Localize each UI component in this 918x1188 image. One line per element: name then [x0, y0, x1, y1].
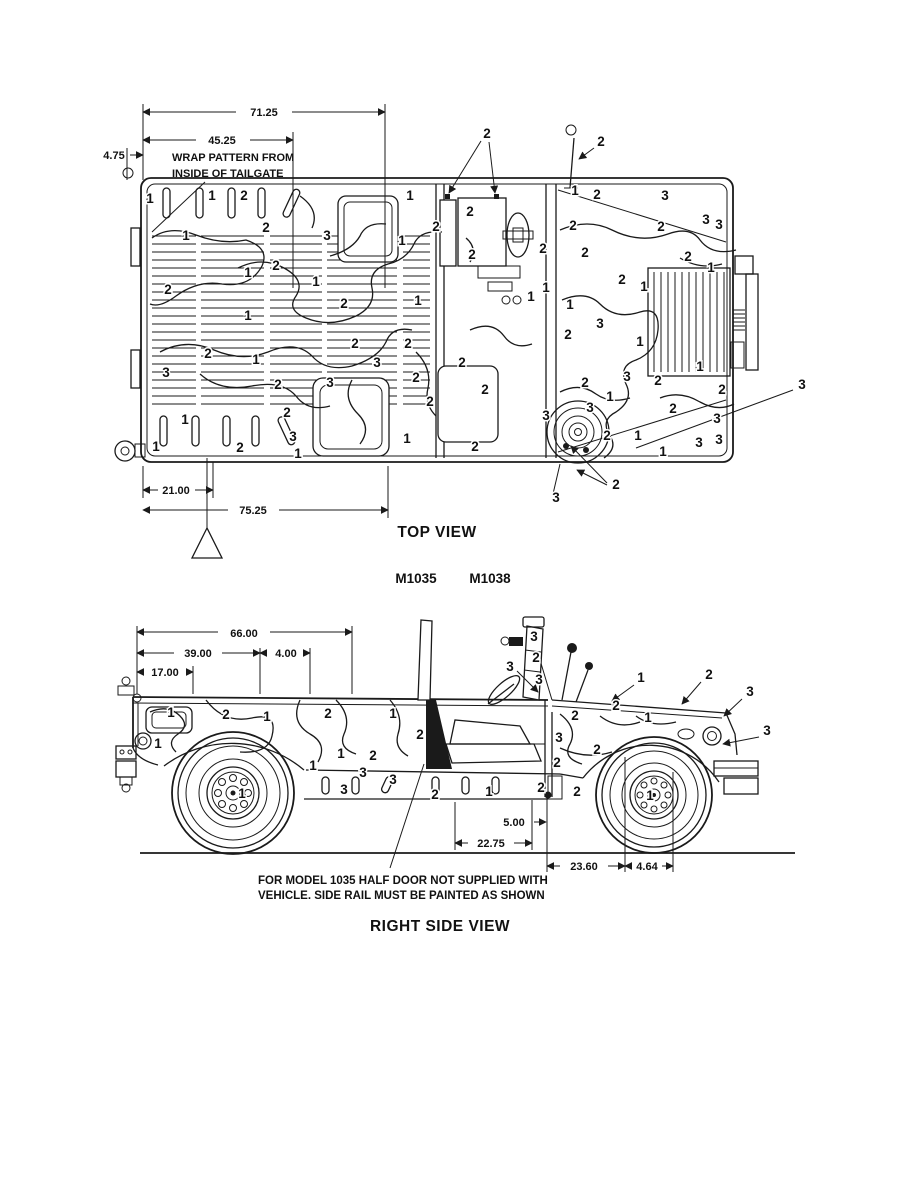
- dimension-label: 75.25: [239, 505, 267, 517]
- side-rail-slots: [322, 775, 499, 794]
- camo-region-label: 2: [272, 258, 280, 273]
- camo-region-label: 2: [553, 755, 561, 770]
- camo-region-label: 3: [289, 429, 297, 444]
- camo-region-label: 2: [458, 355, 466, 370]
- dimension-label: 4.00: [275, 648, 297, 660]
- camo-region-label: 2: [581, 245, 589, 260]
- camo-region-label: 2: [593, 742, 601, 757]
- camo-region-label: 2: [569, 218, 577, 233]
- camo-region-label: 2: [471, 439, 479, 454]
- camo-region-label: 2: [340, 296, 348, 311]
- camo-region-label: 2: [669, 401, 677, 416]
- camo-region-label: 1: [309, 758, 317, 773]
- wrap-note-line1: WRAP PATTERN FROM: [172, 152, 295, 164]
- camo-region-label: 1: [389, 706, 397, 721]
- side-view-dimensions: [133, 626, 673, 872]
- wrap-note-line2: INSIDE OF TAILGATE: [172, 168, 284, 180]
- seat-back: [450, 720, 530, 744]
- wheelbox-left: [338, 196, 398, 262]
- camo-region-label: 1: [636, 334, 644, 349]
- body-top-rail: [133, 697, 548, 700]
- dimension-label: 39.00: [184, 648, 212, 660]
- camo-region-label: 3: [389, 772, 397, 787]
- camo-region-label: 1: [566, 297, 574, 312]
- rear-wheel: [172, 732, 294, 854]
- camo-region-label: 2: [324, 706, 332, 721]
- camo-region-label: 1: [403, 431, 411, 446]
- tailgate-slots-top: [163, 188, 301, 218]
- dimension-label: 23.60: [570, 861, 598, 873]
- callout-label: 1: [637, 670, 645, 685]
- camo-region-label: 1: [542, 280, 550, 295]
- camo-region-label: 2: [618, 272, 626, 287]
- camo-region-label: 2: [236, 440, 244, 455]
- camo-region-label: 1: [208, 188, 216, 203]
- camo-region-label: 1: [294, 446, 302, 461]
- camo-region-label: 2: [564, 327, 572, 342]
- camo-region-label: 2: [573, 784, 581, 799]
- dimension-label: 4.64: [636, 861, 658, 873]
- camo-region-label: 1: [154, 736, 162, 751]
- camo-region-label: 2: [654, 373, 662, 388]
- camo-region-label: 1: [646, 788, 654, 803]
- camo-region-label: 2: [603, 428, 611, 443]
- camo-region-label: 1: [252, 352, 260, 367]
- shift-lever-2: [576, 670, 588, 702]
- camo-region-label: 2: [274, 377, 282, 392]
- camo-region-label: 1: [414, 293, 422, 308]
- camo-region-label: 3: [702, 212, 710, 227]
- camo-region-label: 2: [432, 219, 440, 234]
- camo-region-label: 2: [612, 698, 620, 713]
- callout-label: 2: [483, 126, 491, 141]
- model-label: M1038: [469, 571, 511, 586]
- camo-region-label: 1: [606, 389, 614, 404]
- camo-region-label: 2: [571, 708, 579, 723]
- half-door-note-line1: FOR MODEL 1035 HALF DOOR NOT SUPPLIED WITH: [258, 875, 548, 887]
- camo-region-label: 3: [542, 408, 550, 423]
- camo-region-label: 1: [644, 710, 652, 725]
- turn-signal: [678, 729, 694, 739]
- callout-label: 2: [597, 134, 605, 149]
- dimension-label: 5.00: [503, 817, 525, 829]
- camo-region-label: 2: [164, 282, 172, 297]
- camo-region-label: 1: [398, 233, 406, 248]
- camo-region-label: 2: [468, 247, 476, 262]
- front-bumper: [731, 256, 758, 370]
- camo-region-label: 2: [532, 650, 540, 665]
- blackout-light: [118, 686, 134, 695]
- camo-region-label: 2: [262, 220, 270, 235]
- hinge-bar: [131, 228, 140, 266]
- callout-label: 3: [552, 490, 560, 505]
- camo-region-label: 2: [426, 394, 434, 409]
- dimension-label: 21.00: [162, 485, 190, 497]
- dimension-label: 66.00: [230, 628, 258, 640]
- camo-region-label: 2: [581, 375, 589, 390]
- callout-label: 3: [746, 684, 754, 699]
- camo-region-label: 2: [222, 707, 230, 722]
- rocker-top: [306, 770, 560, 774]
- camo-region-label: 3: [695, 435, 703, 450]
- camo-region-label: 1: [312, 274, 320, 289]
- side-view-title: RIGHT SIDE VIEW: [369, 918, 511, 935]
- side-view: [116, 617, 795, 935]
- camo-region-label: 1: [571, 183, 579, 198]
- dimension-label: 45.25: [208, 135, 236, 147]
- camo-region-label: 3: [713, 411, 721, 426]
- camo-region-label: 3: [661, 188, 669, 203]
- camo-region-label: 1: [337, 746, 345, 761]
- callout-label: 2: [612, 477, 620, 492]
- camo-region-label: 1: [152, 439, 160, 454]
- camo-region-label: 2: [657, 219, 665, 234]
- camo-region-label: 3: [359, 765, 367, 780]
- wheelbox-right: [313, 378, 389, 456]
- cab-seat: [458, 198, 506, 266]
- a-pillar-shadow: [426, 700, 452, 769]
- camo-region-label: 1: [696, 359, 704, 374]
- steering-wheel: [503, 213, 533, 257]
- camo-region-label: 3: [340, 782, 348, 797]
- camo-region-label: 1: [146, 191, 154, 206]
- camo-region-label: 2: [283, 405, 291, 420]
- camo-region-label: 2: [718, 382, 726, 397]
- camo-region-label: 2: [537, 780, 545, 795]
- camo-region-label: 1: [659, 444, 667, 459]
- callout-label: 3: [763, 723, 771, 738]
- top-view-title: TOP VIEW: [397, 524, 477, 541]
- camo-region-label: 2: [416, 727, 424, 742]
- camo-region-label: 1: [167, 705, 175, 720]
- camo-region-label: 1: [181, 412, 189, 427]
- camo-region-label: 3: [586, 400, 594, 415]
- front-bumper-side: [714, 761, 758, 794]
- callout-label: 3: [798, 377, 806, 392]
- headlight: [703, 727, 721, 745]
- camo-region-label: 1: [182, 228, 190, 243]
- camo-region-label: 3: [162, 365, 170, 380]
- camo-region-label: 3: [715, 432, 723, 447]
- camo-region-label: 1: [634, 428, 642, 443]
- camo-region-label: 2: [684, 249, 692, 264]
- camo-region-label: 1: [640, 279, 648, 294]
- camo-region-label: 3: [530, 629, 538, 644]
- cab-seat-2: [438, 366, 498, 442]
- camo-region-label: 1: [238, 786, 246, 801]
- seat-base: [446, 744, 541, 763]
- dimension-label: 17.00: [151, 667, 179, 679]
- dimension-label: 22.75: [477, 838, 505, 850]
- camo-region-label: 1: [263, 709, 271, 724]
- datum-triangle-icon: [192, 528, 222, 558]
- camo-region-label: 3: [535, 672, 543, 687]
- camo-region-label: 3: [326, 375, 334, 390]
- camo-region-label: 3: [555, 730, 563, 745]
- camo-region-label: 1: [244, 265, 252, 280]
- camo-region-label: 3: [596, 316, 604, 331]
- camo-region-label: 2: [204, 346, 212, 361]
- front-wheel: [596, 737, 712, 853]
- camo-region-label: 3: [623, 369, 631, 384]
- model-label: M1035: [395, 571, 437, 586]
- camo-region-label: 1: [406, 188, 414, 203]
- camo-region-label: 2: [404, 336, 412, 351]
- half-door-note-line2: VEHICLE. SIDE RAIL MUST BE PAINTED AS SHOWN: [258, 890, 545, 902]
- camo-region-label: 1: [527, 289, 535, 304]
- fuel-cap: [135, 733, 151, 749]
- camo-region-label: 2: [431, 787, 439, 802]
- camo-region-label: 3: [715, 217, 723, 232]
- console: [478, 266, 520, 278]
- camo-region-label: 2: [369, 748, 377, 763]
- rear-bumper: [116, 746, 136, 792]
- callout-label: 2: [705, 667, 713, 682]
- hinge-bar-2: [131, 350, 140, 388]
- camo-region-label: 3: [373, 355, 381, 370]
- callout-dot: [494, 194, 499, 199]
- callout-label: 3: [506, 659, 514, 674]
- seatback-panel: [440, 200, 456, 266]
- camo-region-label: 2: [240, 188, 248, 203]
- camo-region-label: 3: [323, 228, 331, 243]
- camo-region-label: 2: [539, 241, 547, 256]
- camo-region-label: 2: [593, 187, 601, 202]
- top-view: [103, 104, 806, 558]
- camo-region-label: 2: [412, 370, 420, 385]
- dimension-label: 4.75: [103, 150, 125, 162]
- camo-region-label: 2: [466, 204, 474, 219]
- camo-region-label: 1: [485, 784, 493, 799]
- camo-region-label: 1: [244, 308, 252, 323]
- grille: [648, 268, 730, 376]
- shift-lever: [562, 652, 571, 700]
- callout-dot: [445, 194, 450, 199]
- camo-region-label: 1: [707, 260, 715, 275]
- dimension-label: 71.25: [250, 107, 278, 119]
- camo-region-label: 2: [481, 382, 489, 397]
- camo-region-label: 2: [351, 336, 359, 351]
- windshield-frame: [418, 620, 432, 700]
